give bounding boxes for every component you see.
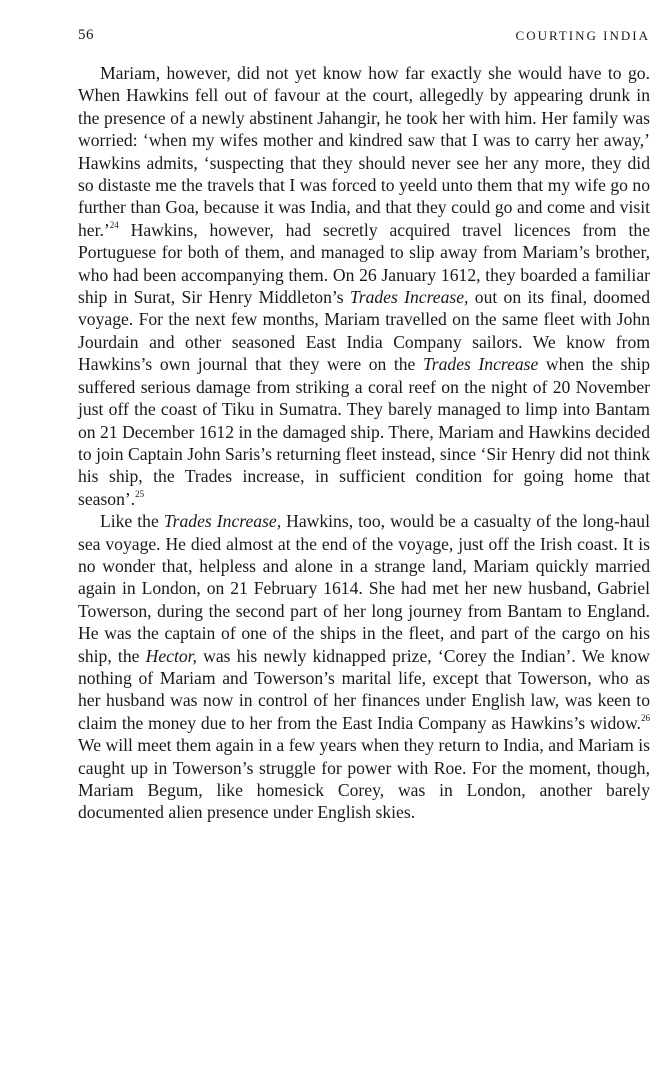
running-title: COURTING INDIA [515, 28, 650, 43]
text-run: Hawkins, too, would be a casualty of the long-haul sea voyage. He died almost at the end of the voyage, just off the Irish coast. It is no wonder that, helpless and alone in a strange land, Mariam quickly married again in London, on 21 February 1614. She had met her new husband, Gabriel Towerson, during the second part of her long journey from Bantam to England. He was the captain of one of the ships in the fleet, and part of the cargo on his ship, the [78, 511, 650, 666]
italic-text: Trades Increase, [349, 287, 469, 308]
body-text [78, 62, 650, 824]
text-run: Like the [100, 511, 164, 532]
text-run: out on its final, doomed voyage. For the next few months, Mariam travelled on the same fleet with John Jourdain and other seasoned East India Company sailors. We know from Hawkins’s own journal that they were on the [78, 287, 651, 375]
page-number: 56 [78, 27, 94, 43]
footnote-marker: 24 [109, 219, 119, 230]
footnote-marker: 25 [135, 488, 145, 499]
text-run: Hawkins, however, had secretly acquired travel licences from the Portuguese for both of them, and managed to slip away from Mariam’s brother, who had been accompanying them. On 26 January 1612, they boarded a familiar ship in Surat, Sir Henry Middleton’s [78, 219, 650, 308]
italic-text: Trades Increase [422, 354, 539, 375]
footnote-marker: 26 [641, 712, 650, 723]
text-run: We will meet them again in a few years when they return to India, and Mariam is caught up in Towerson’s struggle for power with Roe. For the moment, though, Mariam Begum, like homesick Corey, was in London, another barely documented alien presence under English skies. [78, 735, 650, 823]
text-run: was his newly kidnapped prize, ‘Corey the Indian’. We know nothing of Mariam and Towerson’s marital life, except that Towerson, who as her husband was now in control of her finances under English law, was keen to claim the money due to her from the East India Company as Hawkins’s widow. [78, 645, 650, 733]
running-head [78, 27, 650, 47]
paragraph [78, 510, 650, 824]
italic-text: Hector, [145, 645, 197, 666]
text-run: when the ship suffered serious damage from striking a coral reef on the night of 20 November just off the coast of Tiku in Sumatra. They barely managed to limp into Bantam on 21 December 1612 in the damaged ship. There, Mariam and Hawkins decided to join Captain John Saris’s returning fleet instead, since ‘Sir Henry did not think his ship, the Trades increase, in sufficient condition for going home that season’. [78, 354, 650, 509]
paragraph [78, 62, 650, 510]
text-run: Mariam, however, did not yet know how far exactly she would have to go. When Hawkins fell out of favour at the court, allegedly by appearing drunk in the presence of a newly abstinent Jahangir, he took her with him. Her family was worried: ‘when my wifes mother and kindred saw that I was to carry her away,’ Hawkins admits, ‘suspecting that they should never see her any more, they did so distaste me the travels that I was forced to yeeld unto them that my wife go no further than Goa, because it was India, and that they could go and come and visit her.’ [78, 63, 650, 240]
italic-text: Trades Increase, [163, 511, 282, 532]
